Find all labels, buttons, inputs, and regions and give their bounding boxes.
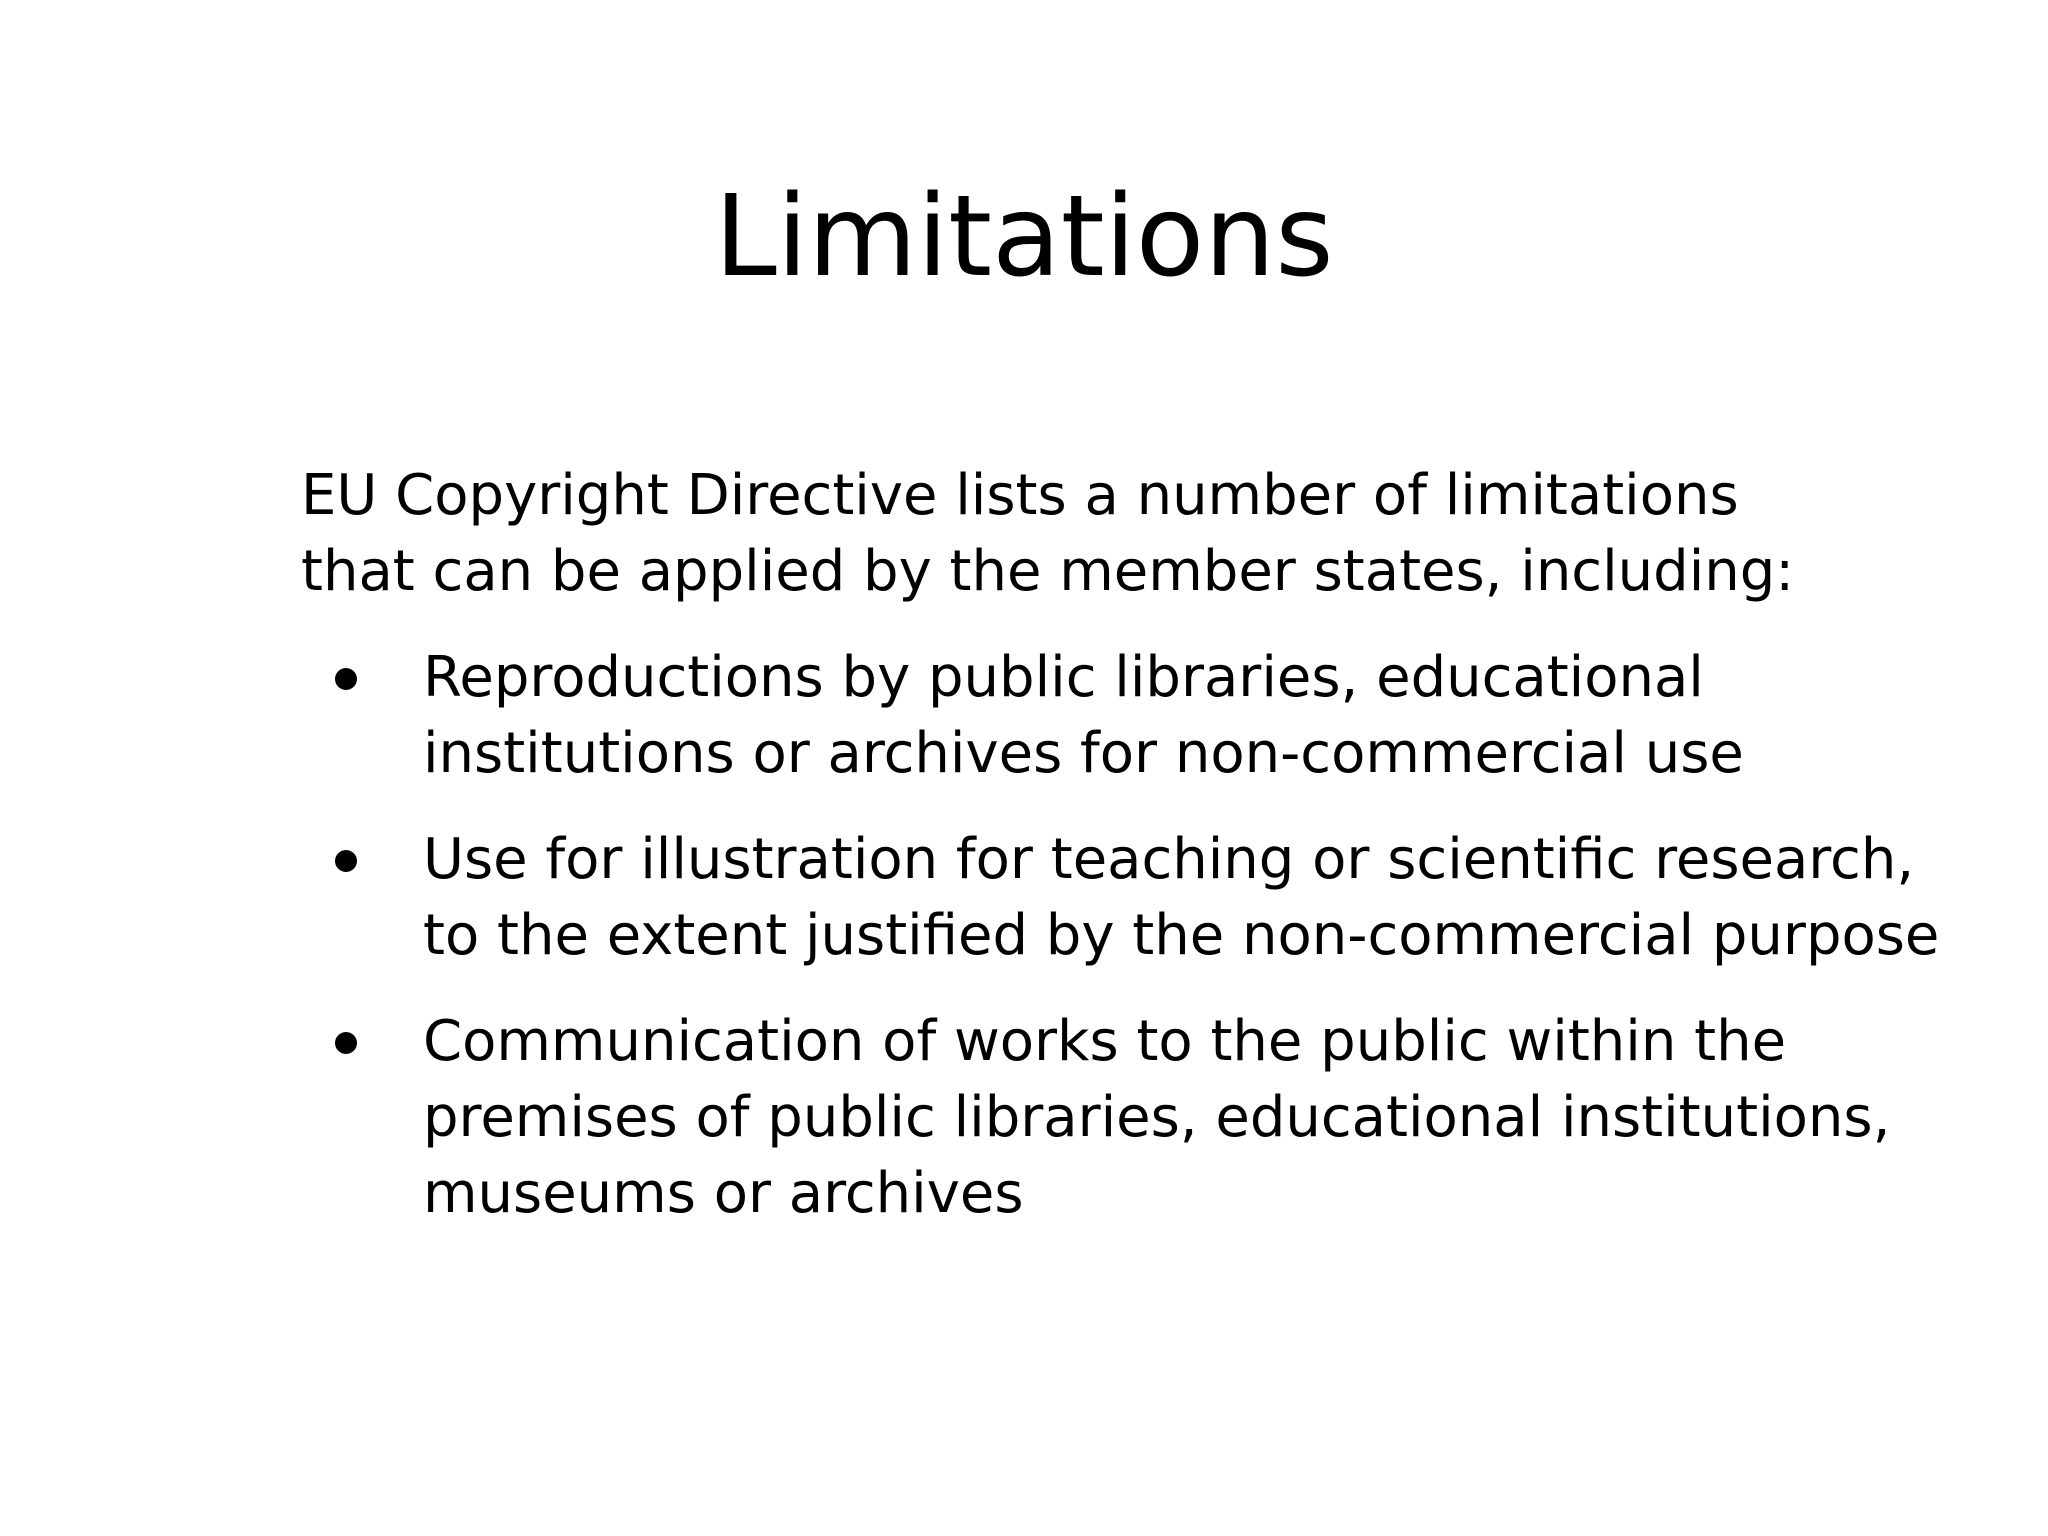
bullet-dot-icon	[335, 668, 357, 690]
bullet-item-reproductions	[301, 640, 1983, 792]
bullet-text: Use for illustration for teaching or scientific research, to the extent justified by the non-commercial purpose	[423, 827, 1940, 968]
bullet-item-illustration	[301, 822, 1983, 974]
bullet-dot-icon	[335, 850, 357, 872]
bullet-text: Reproductions by public libraries, educational institutions or archives for non-commercial use	[423, 645, 1744, 786]
slide-title: Limitations	[714, 172, 1334, 302]
bullet-dot-icon	[335, 1032, 357, 1054]
bullet-item-communication	[301, 1004, 1983, 1232]
slide-content	[301, 458, 1940, 1262]
bullet-text: Communication of works to the public within the premises of public libraries, educational institutions, museums or archives	[423, 1009, 1891, 1226]
intro-text: EU Copyright Directive lists a number of limitations that can be applied by the member states, including:	[301, 463, 1795, 604]
bullet-list	[301, 640, 1940, 1232]
